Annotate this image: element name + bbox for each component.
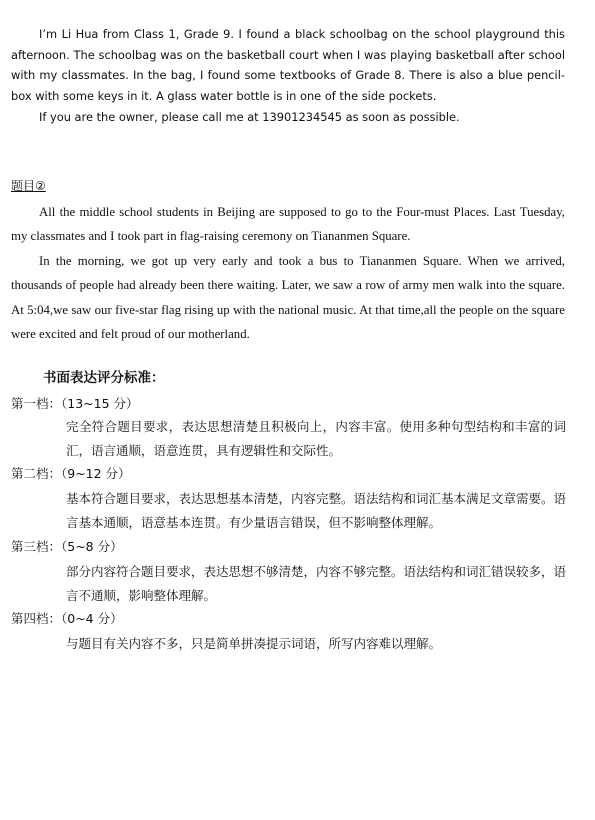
contact-paragraph: If you are the owner, please call me at 13901234545 as soon as possible. [39,110,460,124]
topic-2-heading: 题目② [11,179,46,193]
tier-4-label: 第四档：（0~4 分） [11,611,123,626]
tier-2-label: 第二档：（9~12 分） [11,466,131,481]
flag-raising-paragraph-1: All the middle school students in Beijing are supposed to go to the Four-must Places. Last Tuesday, my classmates and I took part in flag-raising ceremony on Tiananmen Square. [11,205,565,244]
tier-3-description: 部分内容符合题目要求，表达思想不够清楚，内容不够完整。语法结构和词汇错误较多，语言不通顺，影响整体理解。 [66,564,567,603]
tier-4-description: 与题目有关内容不多，只是简单拼凑提示词语，所写内容难以理解。 [66,636,442,651]
tier-2-description: 基本符合题目要求，表达思想基本清楚，内容完整。语法结构和词汇基本满足文章需要。语言基本通顺，语意基本连贯。有少量语言错误，但不影响整体理解。 [66,491,567,530]
scoring-criteria-title: 书面表达评分标准： [43,370,165,386]
tier-3-label: 第三档：（5~8 分） [11,539,123,554]
lost-bag-paragraph: I’m Li Hua from Class 1, Grade 9. I found a black schoolbag on the school playground this afternoon. The schoolbag was on the basketball court when I was playing basketball after school with my classmates. In the bag, I found some textbooks of Grade 8. There is also a blue pencil-box with some keys in it. A glass water bottle is in one of the side pockets. [11,27,565,104]
tier-1-label: 第一档：（13~15 分） [11,396,139,411]
flag-raising-paragraph-2: In the morning, we got up very early and took a bus to Tiananmen Square. When we arrived, thousands of people had already been there waiting. Later, we saw a row of army men walk into the square. At 5:04,we saw our five-star flag rising up with the national music. At that time,all the people on the square were excited and felt proud of our motherland. [11,254,565,341]
tier-1-description: 完全符合题目要求，表达思想清楚且积极向上，内容丰富。使用多种句型结构和丰富的词汇，语言通顺，语意连贯，具有逻辑性和交际性。 [66,419,566,458]
